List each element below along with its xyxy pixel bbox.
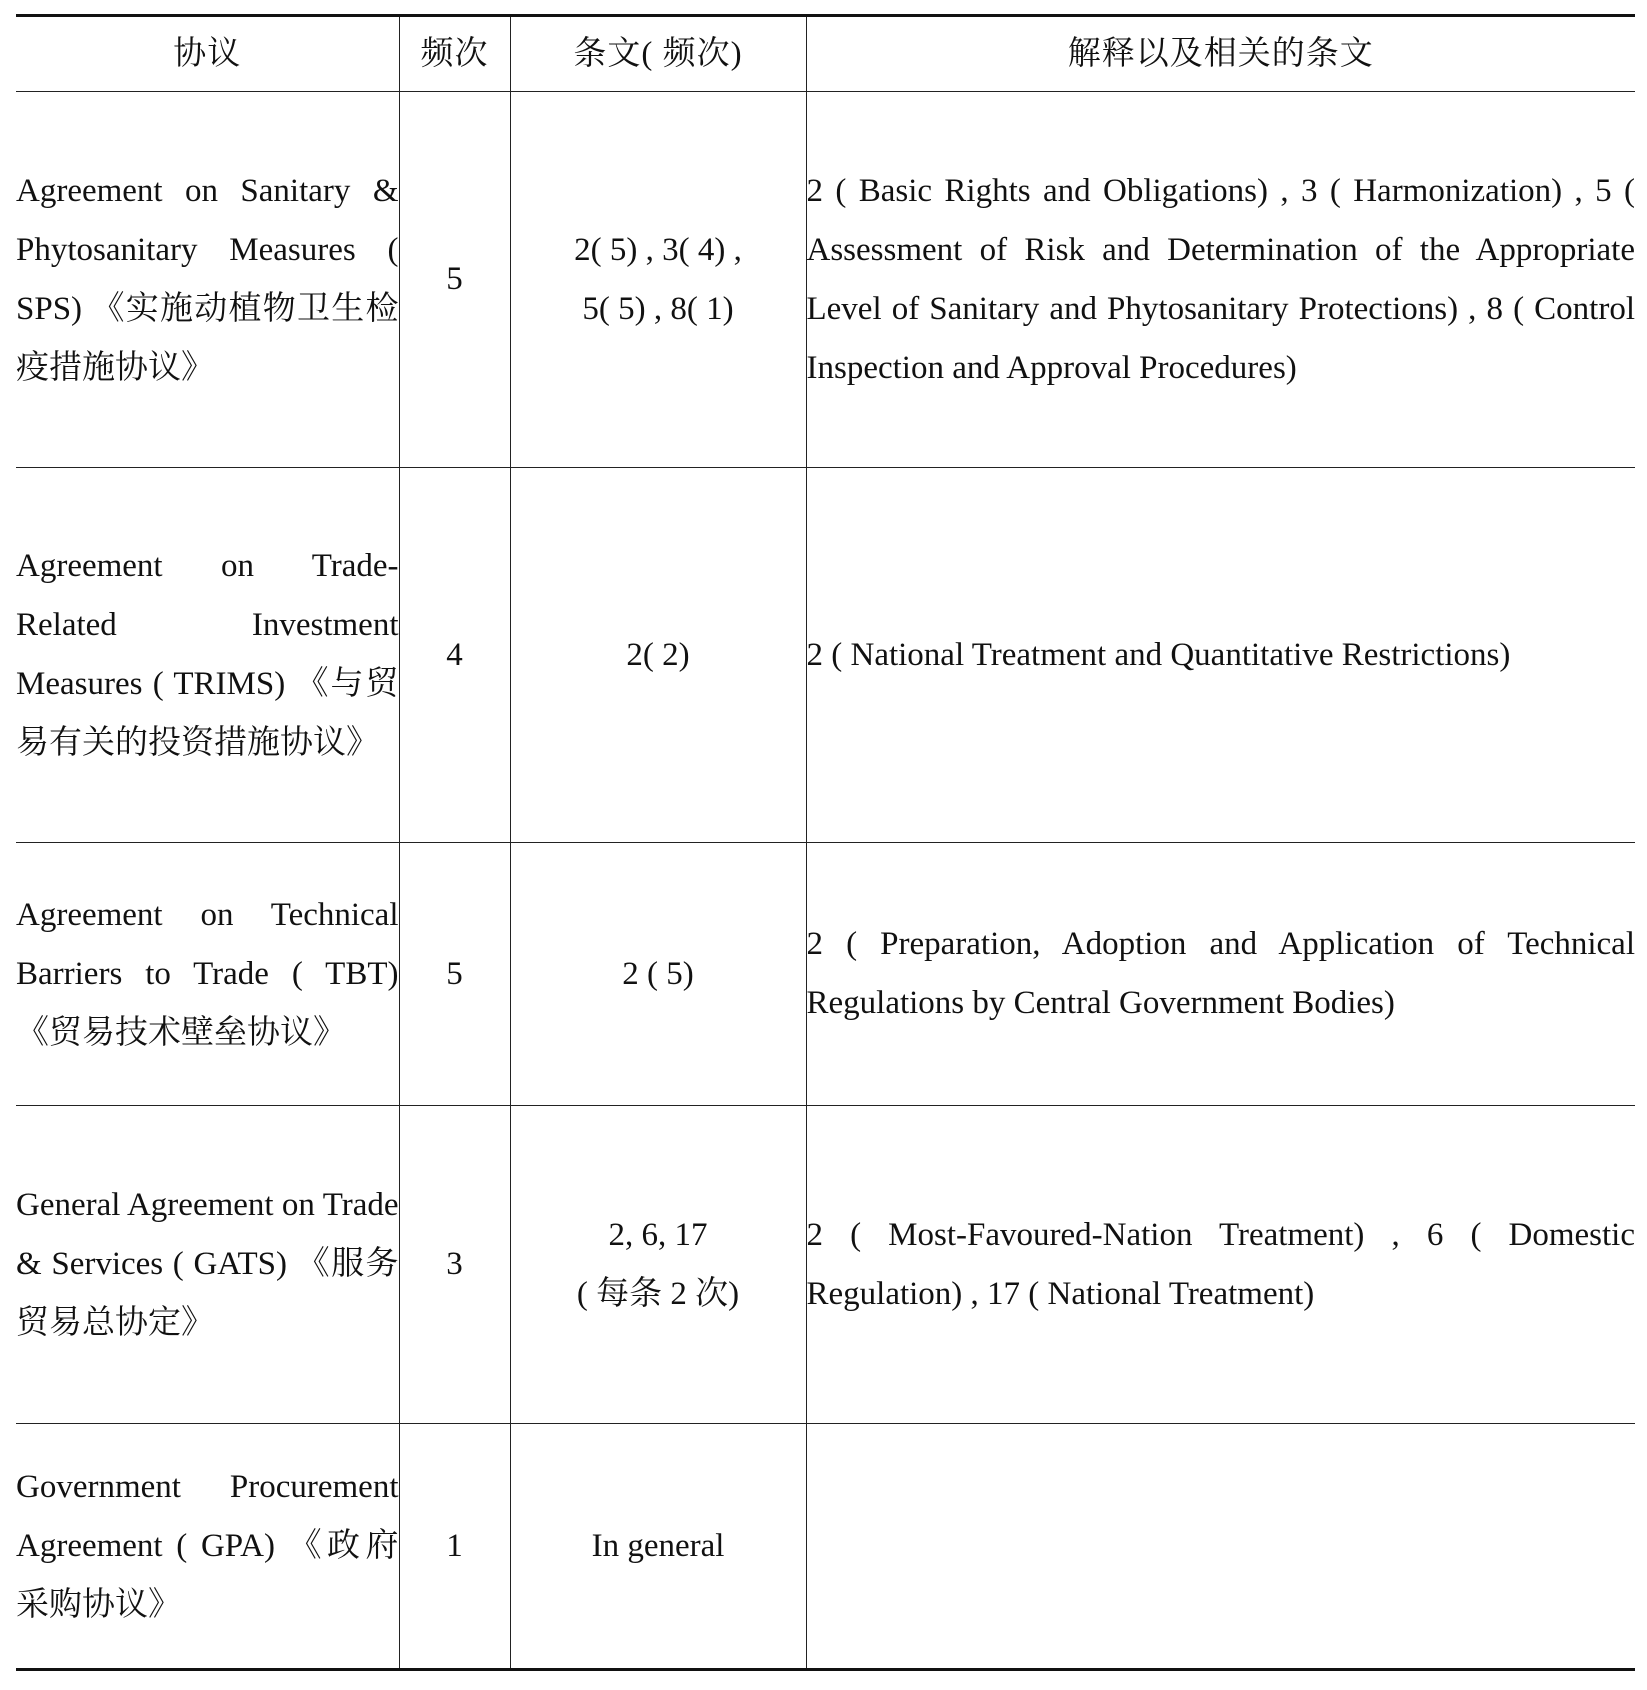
explanation-cell: 2 ( Most-Favoured-Nation Treatment) , 6 ( Domestic Regulation) , 17 ( National Treatment) <box>806 1106 1635 1424</box>
table-row <box>16 843 1635 1106</box>
articles-cell <box>510 843 806 1106</box>
frequency-cell: 3 <box>399 1106 510 1424</box>
articles-cell <box>510 468 806 843</box>
header-explanation: 解释以及相关的条文 <box>806 16 1635 92</box>
table-header-row <box>16 16 1635 92</box>
wto-agreements-table <box>16 14 1635 1671</box>
header-frequency: 频次 <box>399 16 510 92</box>
frequency-cell: 5 <box>399 843 510 1106</box>
agreement-cell: Agreement on Sanitary & Phytosanitary Measures ( SPS) 《实施动植物卫生检疫措施协议》 <box>16 92 399 468</box>
articles-line: 2 ( 5) <box>622 955 694 992</box>
document-page <box>16 14 1635 1671</box>
header-agreement: 协议 <box>16 16 399 92</box>
explanation-cell: 2 ( Preparation, Adoption and Application of Technical Regulations by Central Government Bodies) <box>806 843 1635 1106</box>
frequency-cell: 4 <box>399 468 510 843</box>
articles-line: 2, 6, 17 <box>608 1216 708 1253</box>
header-articles: 条文( 频次) <box>510 16 806 92</box>
table-row <box>16 1424 1635 1670</box>
agreement-cell: Government Procurement Agreement ( GPA) 《政府采购协议》 <box>16 1424 399 1670</box>
articles-line: In general <box>591 1527 725 1564</box>
agreement-cell: Agreement on Technical Barriers to Trade ( TBT) 《贸易技术壁垒协议》 <box>16 843 399 1106</box>
articles-line: 2( 5) , 3( 4) , <box>574 231 742 268</box>
table-row <box>16 1106 1635 1424</box>
frequency-cell: 1 <box>399 1424 510 1670</box>
explanation-cell: 2 ( Basic Rights and Obligations) , 3 ( Harmonization) , 5 ( Assessment of Risk and Determination of the Appropriate Level of Sanitary and Phytosanitary Protections) , 8 ( Control Inspection and Approval Procedures) <box>806 92 1635 468</box>
explanation-cell <box>806 1424 1635 1670</box>
agreement-cell: Agreement on Trade-Related Investment Measures ( TRIMS) 《与贸易有关的投资措施协议》 <box>16 468 399 843</box>
articles-line: 2( 2) <box>626 636 690 673</box>
explanation-cell: 2 ( National Treatment and Quantitative Restrictions) <box>806 468 1635 843</box>
articles-cell <box>510 1424 806 1670</box>
articles-line: ( 每条 2 次) <box>576 1275 740 1312</box>
frequency-cell: 5 <box>399 92 510 468</box>
articles-cell <box>510 1106 806 1424</box>
articles-line: 5( 5) , 8( 1) <box>582 290 734 327</box>
articles-cell <box>510 92 806 468</box>
table-row <box>16 468 1635 843</box>
table-row <box>16 92 1635 468</box>
agreement-cell: General Agreement on Trade & Services ( GATS) 《服务贸易总协定》 <box>16 1106 399 1424</box>
